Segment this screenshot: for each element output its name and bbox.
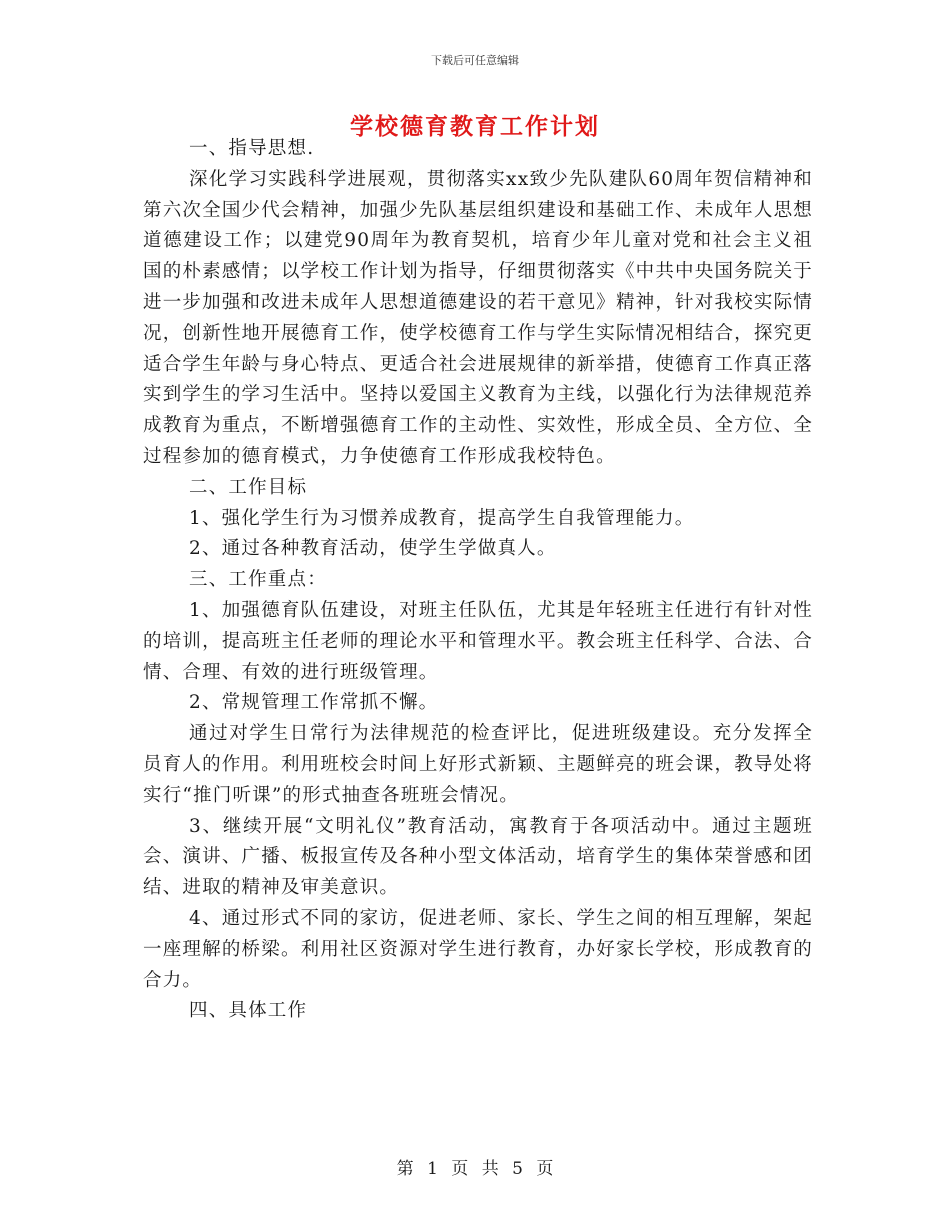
page-header-note: 下载后可任意编辑 <box>431 54 519 67</box>
document-title: 学校德育教育工作计划 <box>350 114 600 140</box>
section-heading-work-goals: 二、工作目标 <box>189 476 308 498</box>
page-number-footer: 第 1 页 共 5 页 <box>396 1159 554 1179</box>
section-heading-specific-work: 四、具体工作 <box>189 1000 308 1022</box>
paragraph-focus-2-detail: 通过对学生日常行为法律规范的检查评比，促进班级建设。充分发挥全员育人的作用。利用班校会时间上好形式新颖、主题鲜亮的班会课，教导处将实行“推门听课”的形式抽查各班班会情况。 <box>143 723 813 806</box>
paragraph-focus-1: 1、加强德育队伍建设，对班主任队伍，尤其是年轻班主任进行有针对性的培训，提高班主任老师的理论水平和管理水平。教会班主任科学、合法、合情、合理、有效的进行班级管理。 <box>143 599 813 683</box>
paragraph-focus-2: 2、常规管理工作常抓不懈。 <box>189 692 439 714</box>
document-body <box>143 134 813 1027</box>
section-heading-guiding-ideology: 一、指导思想. <box>189 138 315 159</box>
paragraph-goal-2: 2、通过各种教育活动，使学生学做真人。 <box>189 538 557 560</box>
section-heading-work-focus: 三、工作重点： <box>189 569 327 591</box>
paragraph-focus-4: 4、通过形式不同的家访，促进老师、家长、学生之间的相互理解，架起一座理解的桥梁。利用社区资源对学生进行教育，办好家长学校，形成教育的合力。 <box>143 907 813 991</box>
paragraph-focus-3: 3、继续开展“文明礼仪”教育活动，寓教育于各项活动中。通过主题班会、演讲、广播、板报宣传及各种小型文体活动，培育学生的集体荣誉感和团结、进取的精神及审美意识。 <box>143 815 813 899</box>
paragraph-goal-1: 1、强化学生行为习惯养成教育，提高学生自我管理能力。 <box>189 507 695 529</box>
paragraph-guiding-ideology: 深化学习实践科学进展观，贯彻落实xx致少先队建队60周年贺信精神和第六次全国少代会精神，加强少先队基层组织建设和基础工作、未成年人思想道德建设工作；以建党90周年为教育契机，培育少年儿童对党和社会主义祖国的朴素感情；以学校工作计划为指导，仔细贯彻落实《中共中央国务院关于进一步加强和改进未成年人思想道德建设的若干意见》精神，针对我校实际情况，创新性地开展德育工作，使学校德育工作与学生实际情况相结合，探究更适合学生年龄与身心特点、更适合社会进展规律的新举措，使德育工作真正落实到学生的学习生活中。坚持以爱国主义教育为主线，以强化行为法律规范养成教育为重点，不断增强德育工作的主动性、实效性，形成全员、全方位、全过程参加的德育模式，力争使德育工作形成我校特色。 <box>143 168 813 467</box>
